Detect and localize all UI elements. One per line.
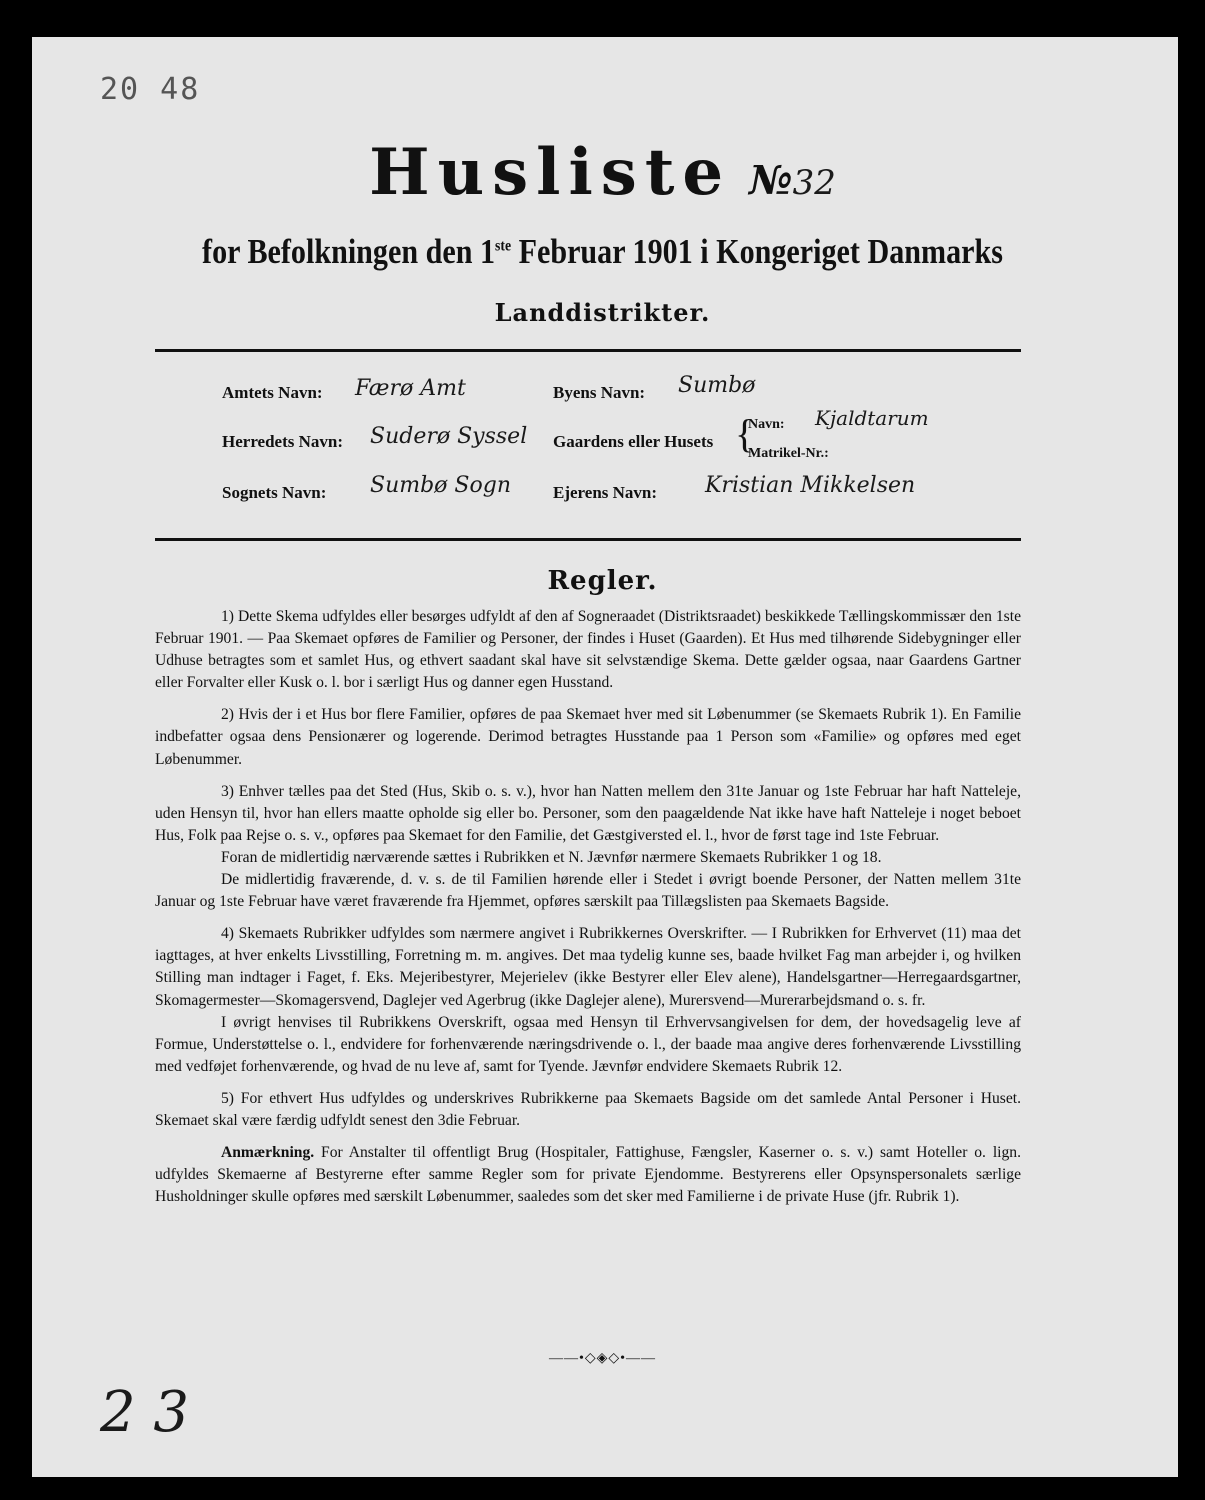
- herred-label: Herredets Navn:: [222, 432, 344, 451]
- gaard-label: Gaardens eller Husets: [553, 432, 714, 451]
- by-value: Sumbø: [678, 373, 756, 398]
- ejer-value: Kristian Mikkelsen: [705, 473, 916, 498]
- navn-label: Navn:: [748, 417, 785, 432]
- amt-label: Amtets Navn:: [222, 383, 323, 402]
- subtitle-sup: ste: [495, 237, 512, 255]
- herred-value: Suderø Syssel: [370, 424, 528, 449]
- subtitle-pre: for Befolkningen den 1: [202, 232, 496, 271]
- subtitle-post: Februar 1901 i Kongeriget Danmarks: [511, 232, 1003, 271]
- title-text: Husliste: [369, 135, 732, 210]
- sogn-value: Sumbø Sogn: [370, 473, 511, 498]
- brace: {: [735, 411, 755, 456]
- middle-divider: [155, 538, 1021, 541]
- navn-value: Kjaldtarum: [815, 406, 929, 430]
- rule-4b: I øvrigt henvises til Rubrikkens Overskrift, ogsaa med Hensyn til Erhvervsangivelsen for dem, der hovedsagelig leve af Formue, Understøttelse o. l., endvidere for forhenværende næringsdrivende o. l., der baade maa angive deres forhenværende Livsstilling med vedføjet forhenværende, og hvad de nu leve af, samt for Tyende. Jævnfør endvidere Skemaets Rubrik 12.: [155, 1013, 1021, 1075]
- rule-4: 4) Skemaets Rubrikker udfyldes som nærmere angivet i Rubrikkernes Overskrifter. — I Rubrikken for Erhvervet (11) maa det iagttages, at hver enkelts Livsstilling, Forretning m. m. angives. Det maa tydelig kunne ses, baade hvilket Fag man arbejder i, og hvilken Stilling man indtager i Faget, f. Eks. Mejeribestyrer, Mejerielev (ikke Bestyrer eller Elev alene), Handelsgartner—Herregaardsgartner, Skomagermester—Skomagersvend, Daglejer ved Agerbrug (ikke Daglejer alene), Murersvend—Murerarbejdsmand o. s. fr.: [155, 925, 1021, 1009]
- rule-3c: De midlertidig fraværende, d. v. s. de til Familien hørende eller i Stedet i øvrigt boende Personer, der Natten mellem 31te Januar og 1ste Februar have været fraværende fra Hjemmet, opføres særskilt paa Tillægslisten paa Skemaets Bagside.: [155, 871, 1021, 911]
- rules-body: [155, 606, 1021, 1218]
- rule-5: 5) For ethvert Hus udfyldes og underskrives Rubrikkerne paa Skemaets Bagside om det samlede Antal Personer i Huset. Skemaet skal være færdig udfyldt senest den 3die Februar.: [155, 1089, 1021, 1129]
- rule-3b: Foran de midlertidig nærværende sættes i Rubrikken et N. Jævnfør nærmere Skemaets Rubrikker 1 og 18.: [221, 848, 882, 866]
- rule-2: 2) Hvis der i et Hus bor flere Familier, opføres de paa Skemaet hver med sit Løbenummer (se Skemaets Rubrik 1). En Familie indbefatter ogsaa dens Pensionærer og logerende. Derimod betragtes Husstande paa 1 Person som «Familie» og opføres med eget Løbenummer.: [155, 706, 1021, 768]
- ejer-label: Ejerens Navn:: [553, 483, 658, 502]
- note-label: Anmærkning.: [221, 1144, 315, 1162]
- by-label: Byens Navn:: [553, 383, 646, 402]
- note: [155, 1142, 1021, 1208]
- rule-3: 3) Enhver tælles paa det Sted (Hus, Skib o. s. v.), hvor han Natten mellem den 31te Januar og 1ste Februar har haft Natteleje, uden Hensyn til, hvor han ellers maatte opholde sig eller bo. Personer, som den paagældende Nat ikke have haft Natteleje i noget beboet Hus, Folk paa Rejse o. s. v., opføres paa Skemaet for den Familie, det Gæstgiversted el. l., hvor de først tage ind 1ste Februar.: [155, 782, 1021, 844]
- sogn-label: Sognets Navn:: [222, 483, 327, 502]
- number-sign: №: [749, 157, 793, 204]
- district-type: Landdistrikter.: [494, 298, 711, 327]
- top-divider: [155, 349, 1021, 352]
- page-title: [0, 135, 1205, 210]
- rules-title: Regler.: [547, 566, 658, 596]
- rule-1: 1) Dette Skema udfyldes eller besørges udfyldt af den af Sogneraadet (Distriktsraadet) beskikkede Tællingskommissær den 1ste Februar 1901. — Paa Skemaet opføres de Familier og Personer, der findes i Huset (Gaarden). Et Hus med tilhørende Sidebygninger eller Udhuse betragtes som et samlet Hus, og ethvert saadant skal have sit selvstændige Skema. Dette gælder ogsaa, naar Gaardens Gartner eller Forvalter eller Kusk o. l. bor i særligt Hus og danner egen Husstand.: [155, 608, 1021, 692]
- page-number-handwritten: 2 3: [100, 1380, 190, 1445]
- amt-value: Færø Amt: [355, 376, 466, 401]
- list-number: 32: [792, 163, 836, 203]
- subtitle: [84, 232, 1120, 272]
- ornament: ——•◇◈◇•——: [548, 1351, 657, 1366]
- matrikel-label: Matrikel-Nr.:: [748, 446, 829, 461]
- archive-number: 20 48: [100, 72, 201, 107]
- note-text: For Anstalter til offentligt Brug (Hospitaler, Fattighuse, Fængsler, Kaserner o. s. v.) samt Hoteller o. lign. udfyldes Skemaerne af Bestyrerne efter samme Regler som for private Ejendomme. Bestyrerens eller Opsynspersonalets særlige Husholdninger skulle opføres med særskilt Løbenummer, saaledes som det sker med Familierne i de private Huse (jfr. Rubrik 1).: [155, 1144, 1021, 1206]
